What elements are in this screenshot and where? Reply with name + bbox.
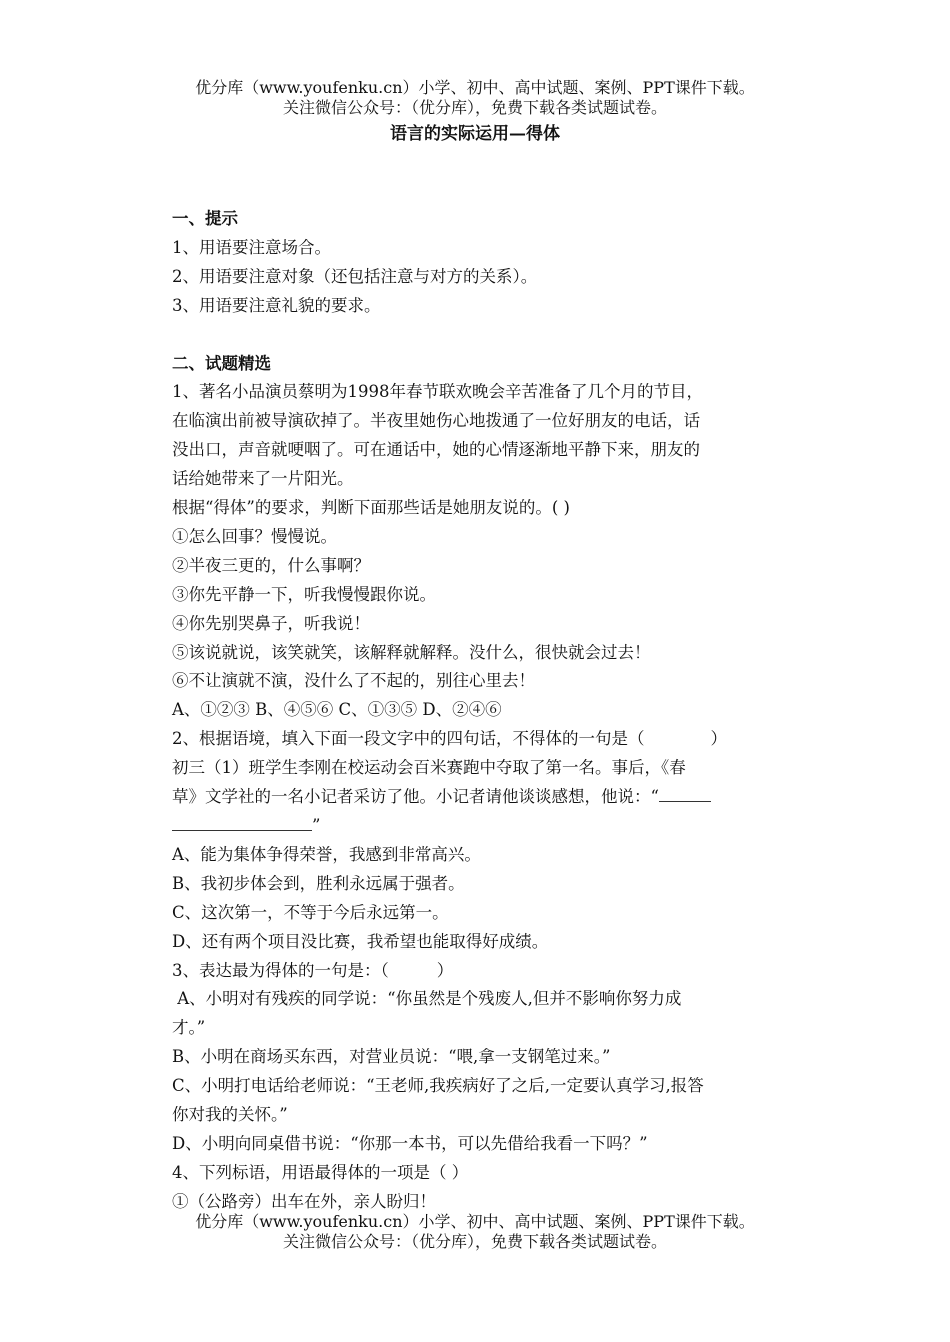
- tip-item: 2、用语要注意对象（还包括注意与对方的关系）。: [172, 266, 538, 286]
- q1-line: 没出口，声音就哽咽了。可在通话中，她的心情逐渐地平静下来，朋友的: [172, 440, 700, 460]
- footer-line-2: 关注微信公众号：（优分库），免费下载各类试题试卷。: [282, 1232, 667, 1251]
- answer-blank: [172, 814, 312, 831]
- document-title: 语言的实际运用—得体: [390, 124, 560, 144]
- q2-stem-close: ）: [710, 729, 727, 749]
- document-body: [172, 205, 802, 1217]
- q3-stem-close: ）: [436, 960, 454, 980]
- q1-option: ④你先别哭鼻子，听我说！: [172, 613, 370, 633]
- q4-option: ①（公路旁）出车在外，亲人盼归！: [172, 1191, 436, 1211]
- section-heading-tips: 一、提示: [172, 209, 238, 228]
- q2-close-quote: ”: [312, 816, 321, 836]
- q2-option: A、能为集体争得荣誉，我感到非常高兴。: [172, 844, 481, 864]
- section-heading-questions: 二、试题精选: [172, 353, 271, 373]
- q3-option: D、小明向同桌借书说：“你那一本书，可以先借给我看一下吗？”: [172, 1133, 648, 1153]
- q3-option: 你对我的关怀。”: [172, 1105, 288, 1125]
- q1-line: 话给她带来了一片阳光。: [172, 469, 354, 489]
- q2-context-line: [172, 783, 802, 812]
- q1-answer-choices: A、①②③ B、④⑤⑥ C、①③⑤ D、②④⑥: [172, 700, 502, 720]
- q1-option: ⑤该说就说，该笑就笑，该解释就解释。没什么，很快就会过去！: [172, 642, 651, 662]
- q1-option: ⑥不让演就不演，没什么了不起的，别往心里去！: [172, 671, 535, 691]
- q1-line: 1、著名小品演员蔡明为1998年春节联欢晚会辛苦准备了几个月的节目，: [172, 382, 703, 402]
- q2-option: C、这次第一，不等于今后永远第一。: [172, 902, 449, 922]
- footer-line-1: 优分库（www.youfenku.cn）小学、初中、高中试题、案例、PPT课件下载。: [195, 1212, 755, 1231]
- q2-context-text: 草》文学社的一名小记者采访了他。小记者请他谈谈感想，他说：“: [172, 787, 659, 807]
- q3-stem-text: 3、表达最为得体的一句是：（: [172, 960, 389, 980]
- q3-option: 才。”: [172, 1018, 206, 1038]
- tip-item: 1、用语要注意场合。: [172, 237, 331, 257]
- header-line-1: 优分库（www.youfenku.cn）小学、初中、高中试题、案例、PPT课件下载。: [195, 78, 755, 97]
- q3-stem: [172, 957, 802, 986]
- q1-line: 在临演出前被导演砍掉了。半夜里她伤心地拨通了一位好朋友的电话，话: [172, 411, 700, 431]
- q2-option: D、还有两个项目没比赛，我希望也能取得好成绩。: [172, 931, 549, 951]
- q1-option: ③你先平静一下，听我慢慢跟你说。: [172, 584, 436, 604]
- q2-context: 初三（1）班学生李刚在校运动会百米赛跑中夺取了第一名。事后，《春: [172, 758, 686, 778]
- q1-option: ①怎么回事？慢慢说。: [172, 526, 337, 546]
- q1-option: ②半夜三更的，什么事啊？: [172, 555, 370, 575]
- q2-blank-line: [172, 812, 802, 841]
- q1-prompt: 根据“得体”的要求，判断下面那些话是她朋友说的。( ): [172, 498, 570, 518]
- header-line-2: 关注微信公众号：（优分库），免费下载各类试题试卷。: [282, 98, 667, 117]
- q3-option: A、小明对有残疾的同学说：“你虽然是个残废人,但并不影响你努力成: [172, 989, 682, 1009]
- q2-stem: [172, 725, 802, 754]
- spacer: [172, 321, 802, 350]
- answer-blank: [659, 783, 711, 802]
- q2-option: B、我初步体会到，胜利永远属于强者。: [172, 873, 465, 893]
- q4-stem: 4、下列标语，用语最得体的一项是（ ）: [172, 1162, 469, 1182]
- q3-option: B、小明在商场买东西，对营业员说：“喂,拿一支钢笔过来。”: [172, 1047, 611, 1067]
- q2-stem-text: 2、根据语境，填入下面一段文字中的四句话，不得体的一句是（: [172, 729, 645, 749]
- q3-option: C、小明打电话给老师说：“王老师,我疾病好了之后,一定要认真学习,报答: [172, 1076, 704, 1096]
- tip-item: 3、用语要注意礼貌的要求。: [172, 295, 381, 315]
